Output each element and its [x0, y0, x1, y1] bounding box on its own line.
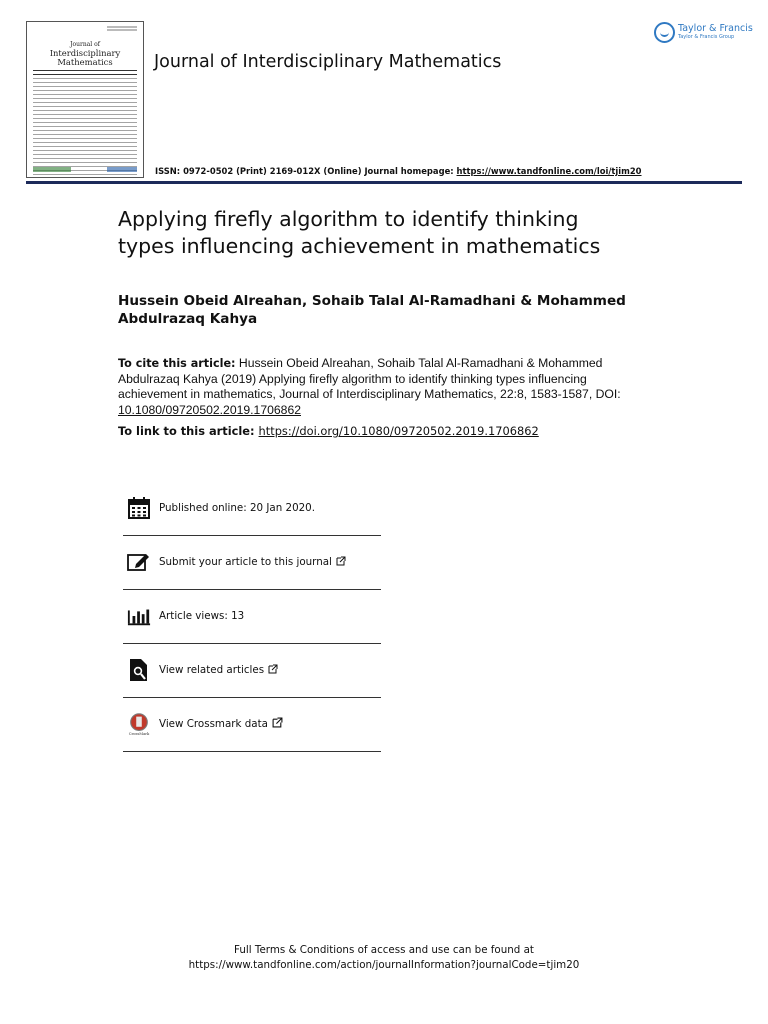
publisher-name: Taylor & Francis	[678, 22, 753, 34]
article-title	[118, 206, 678, 260]
calendar-icon	[127, 496, 151, 520]
search-document-icon	[127, 658, 151, 682]
cite-text: Abdulrazaq Kahya (2019) Applying firefly algorithm to identify thinking types influencing	[118, 371, 587, 386]
crossmark-icon-text: CrossMark	[128, 732, 150, 737]
cover-title-line: Mathematics	[57, 57, 113, 67]
header-rule	[26, 181, 742, 184]
cover-title-line: Journal of	[70, 41, 100, 48]
edit-icon	[127, 550, 151, 574]
issn-line	[155, 166, 642, 176]
cover-title	[27, 40, 143, 67]
issn-text: ISSN: 0972-0502 (Print) 2169-012X (Online) Journal homepage:	[155, 166, 457, 176]
external-link-icon	[272, 717, 283, 731]
external-link-icon	[268, 664, 278, 677]
cover-title-line: Interdisciplinary	[49, 48, 121, 58]
article-link-line	[118, 424, 539, 438]
related-articles-item[interactable]	[123, 644, 381, 697]
published-online-text: Published online: 20 Jan 2020.	[159, 502, 315, 515]
terms-text: Full Terms & Conditions of access and use can be found at	[234, 944, 534, 956]
submit-article-text: Submit your article to this journal	[159, 555, 332, 568]
article-views-item	[123, 590, 381, 643]
terms-url[interactable]: https://www.tandfonline.com/action/journalInformation?journalCode=tjim20	[188, 958, 580, 971]
journal-homepage-link[interactable]: https://www.tandfonline.com/loi/tjim20	[456, 166, 642, 176]
authors-line: Hussein Obeid Alreahan, Sohaib Talal Al-Ramadhani & Mohammed	[118, 293, 626, 309]
article-doi-url[interactable]: https://doi.org/10.1080/09720502.2019.1706862	[258, 424, 539, 438]
citation-block	[118, 356, 638, 418]
article-authors	[118, 292, 678, 328]
divider	[123, 751, 381, 753]
submit-article-item[interactable]	[123, 536, 381, 589]
crossmark-item[interactable]	[123, 698, 381, 751]
taylor-francis-icon	[654, 22, 675, 43]
cite-text: achievement in mathematics, Journal of Interdisciplinary Mathematics, 22:8, 1583-1587, DOI:	[118, 387, 621, 401]
related-articles-link[interactable]	[159, 664, 278, 677]
cite-text: Hussein Obeid Alreahan, Sohaib Talal Al-Ramadhani & Mohammed	[235, 356, 603, 370]
bar-chart-icon	[127, 604, 151, 628]
cite-label: To cite this article:	[118, 357, 236, 370]
link-label: To link to this article:	[118, 424, 255, 438]
terms-footer	[0, 943, 768, 972]
crossmark-link[interactable]	[159, 717, 283, 731]
published-online-item	[123, 482, 381, 535]
journal-cover-thumbnail	[26, 21, 144, 178]
crossmark-text: View Crossmark data	[159, 718, 268, 731]
article-title-line: Applying firefly algorithm to identify thinking	[118, 207, 579, 231]
article-title-line: types influencing achievement in mathematics	[118, 234, 601, 258]
journal-title: Journal of Interdisciplinary Mathematics	[154, 52, 502, 72]
publisher-subname: Taylor & Francis Group	[678, 33, 735, 40]
article-views-text: Article views: 13	[159, 610, 245, 623]
doi-link[interactable]: 10.1080/09720502.2019.1706862	[118, 402, 301, 417]
related-articles-text: View related articles	[159, 663, 265, 676]
authors-line: Abdulrazaq Kahya	[118, 311, 258, 327]
crossmark-icon	[127, 712, 151, 736]
publisher-logo	[654, 22, 753, 43]
submit-article-link[interactable]	[159, 556, 346, 569]
article-info-list	[123, 482, 381, 752]
external-link-icon	[336, 556, 346, 569]
